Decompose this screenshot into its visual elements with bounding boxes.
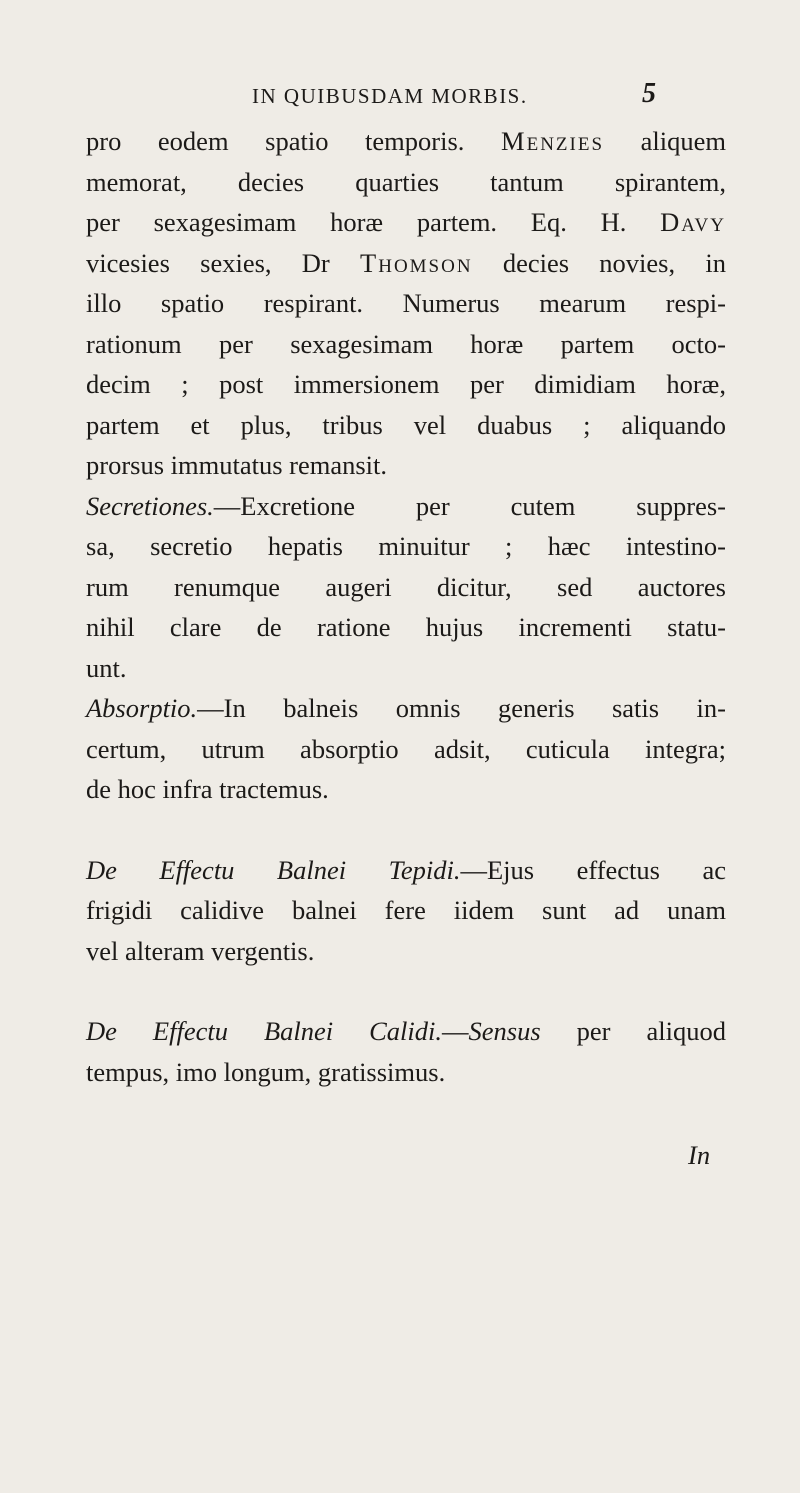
section-heading: Absorptio.	[86, 693, 198, 723]
section-heading: Secretiones.	[86, 490, 214, 521]
text-line	[86, 567, 726, 608]
line-text: —	[442, 1016, 469, 1046]
running-head: IN QUIBUSDAM MORBIS.	[252, 84, 528, 108]
person-name: Menzies	[501, 126, 605, 156]
line-text: pro eodem spatio temporis.	[86, 126, 502, 156]
text-line	[86, 405, 726, 446]
line-text: decim ; post immersionem per dimidiam horæ,	[86, 369, 726, 399]
text-line	[86, 648, 726, 689]
line-text: rationum per sexagesimam horæ partem octo-	[86, 328, 726, 359]
text-line	[86, 364, 726, 405]
catchword: In	[688, 1140, 711, 1170]
section-heading: De Effectu Balnei Tepidi.	[86, 854, 461, 885]
text-line	[86, 688, 726, 729]
line-text: unt.	[86, 652, 127, 683]
section-heading: De Effectu Balnei Calidi.	[86, 1016, 443, 1046]
line-text: partem et plus, tribus vel duabus ; aliquando	[86, 409, 726, 440]
line-text: illo spatio respirant. Numerus mearum respi-	[86, 288, 726, 318]
text-line	[86, 526, 726, 567]
text-line	[86, 1011, 726, 1052]
line-text: rum renumque augeri dicitur, sed auctores	[86, 571, 726, 602]
line-text: certum, utrum absorptio adsit, cuticula integra;	[86, 733, 726, 764]
person-name: Davy	[660, 207, 726, 237]
person-name: Thomson	[360, 247, 473, 278]
text-line	[86, 486, 726, 527]
page-number: 5	[642, 78, 656, 109]
text-line	[86, 202, 726, 243]
line-text: vicesies sexies, Dr	[86, 247, 361, 278]
line-text: nihil clare de ratione hujus incrementi statu-	[86, 612, 726, 642]
line-text: per aliquod	[540, 1016, 727, 1046]
text-line	[86, 850, 726, 891]
italic-term: Sensus	[468, 1016, 541, 1046]
paragraph-gap	[86, 810, 726, 850]
line-text: frigidi calidive balnei fere iidem sunt ad unam	[86, 895, 726, 925]
text-line	[86, 890, 726, 931]
line-text: —In balneis omnis generis satis in-	[197, 693, 726, 723]
text-line	[86, 931, 726, 972]
line-text: tempus, imo longum, gratissimus.	[86, 1056, 446, 1087]
line-text: vel alteram vergentis.	[86, 935, 315, 966]
text-line	[86, 769, 726, 810]
text-line	[86, 162, 726, 203]
line-text: —Excretione per cutem suppres-	[213, 490, 726, 521]
text-line	[86, 121, 726, 162]
line-text: aliquem	[604, 126, 726, 156]
line-text: decies novies, in	[472, 247, 726, 278]
text-line	[86, 324, 726, 365]
line-text: sa, secretio hepatis minuitur ; hæc intestino-	[86, 531, 726, 561]
line-text: —Ejus effectus ac	[460, 854, 726, 885]
page-header	[0, 78, 800, 118]
text-line	[86, 1052, 726, 1093]
text-line	[86, 445, 726, 486]
paragraph-gap	[86, 971, 726, 1011]
body-text	[86, 121, 726, 1092]
text-line	[86, 283, 726, 324]
text-line	[86, 243, 726, 284]
line-text: prorsus immutatus remansit.	[86, 450, 388, 480]
line-text: per sexagesimam horæ partem. Eq. H.	[86, 207, 661, 237]
line-text: de hoc infra tractemus.	[86, 774, 329, 804]
text-line	[86, 729, 726, 770]
text-line	[86, 607, 726, 648]
line-text: memorat, decies quarties tantum spirantem,	[86, 166, 726, 197]
